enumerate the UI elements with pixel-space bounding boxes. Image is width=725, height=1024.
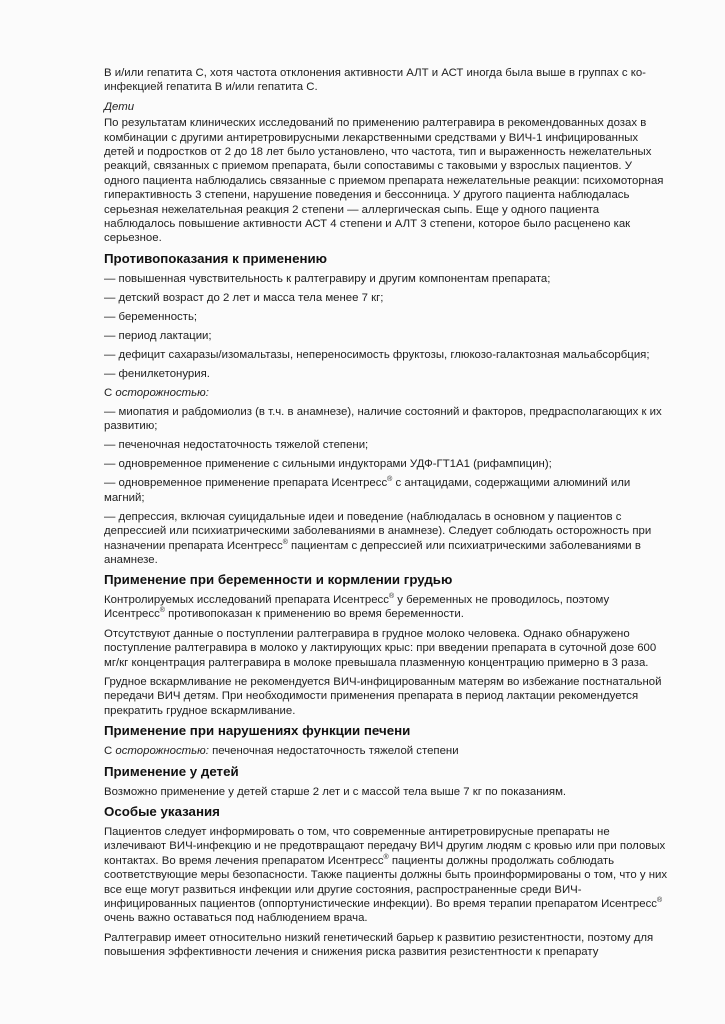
registered-mark: ® [159, 607, 165, 615]
pregnancy-heading: Применение при беременности и кормлении грудью [104, 571, 453, 587]
pregnancy-paragraph-1: Контролируемых исследований препарата Исентресс® у беременных не проводилось, поэтому Исентресс® противопоказан к применению во время беременности. [104, 593, 610, 621]
children-paragraph: По результатам клинических исследований по применению ралтегравира в рекомендованных дозах в комбинации с другими антиретровирусными лекарственными средствами у ВИЧ-1 инфицированных детей и подростков от 2 до 18 лет было установлено, что частота, тип и выраженность нежелательных реакций, связанных с приемом препарата, были сопоставимы с таковыми у взрослых пациентов. У одного пациента наблюдались связанные с приемом препарата нежелательные реакции: психомоторная гиперактивность 3 степени, нарушение поведения и бессонница. У другого пациента наблюдалась серьезная нежелательная реакция 2 степени — аллергическая сыпь. Еще у одного пациента наблюдалось повышение активности АСТ 4 степени и АЛТ 3 степени, которое было расценено как серьезное. [104, 117, 664, 245]
pregnancy-paragraph-3: Грудное вскармливание не рекомендуется ВИЧ-инфицированным матерям во избежание постнатальной передачи ВИЧ детям. При необходимости применения препарата в период лактации рекомендуется прекратить грудное вскармливание. [104, 675, 662, 717]
caution-item: — одновременное применение с сильными индукторами УДФ-ГТ1А1 (рифампицин); [104, 458, 552, 471]
contra-item: — детский возраст до 2 лет и масса тела менее 7 кг; [104, 291, 384, 304]
caution-prefix: С [104, 386, 116, 399]
caution-item: — печеночная недостаточность тяжелой степени; [104, 439, 369, 452]
special-paragraph-1: Пациентов следует информировать о том, что современные антиретровирусные препараты не излечивают ВИЧ-инфекцию и не предотвращают передачу ВИЧ другим людям с кровью или при половых контактах. Во время лечения препаратом Исентресс® пациенты должны продолжать соблюдать соответствующие меры безопасности. Также пациенты должны быть проинформированы о том, что у них все еще могут развиться инфекции или другие состояния, распространенные среди ВИЧ-инфицированных пациентов (оппортунистические инфекции). Во время терапии препаратом Исентресс® очень важно оставаться под наблюдением врача. [104, 825, 668, 925]
registered-mark: ® [383, 853, 389, 861]
pregnancy-paragraph-2: Отсутствуют данные о поступлении ралтегравира в грудное молоко человека. Однако обнаружено поступление ралтегравира в молоко у лактирующих крыс: при введении препарата в суточной дозе 600 мг/кг концентрация ралтегравира в молоке превышала плазменную концентрацию примерно в 3 раза. [104, 627, 657, 669]
contra-item: — фенилкетонурия. [104, 367, 210, 380]
intro-paragraph: В и/или гепатита С, хотя частота отклонения активности АЛТ и АСТ иногда была выше в группах с ко-инфекцией гепатита В и/или гепатита С. [104, 67, 646, 94]
liver-heading: Применение при нарушениях функции печени [104, 723, 411, 739]
children-subheading: Дети [104, 100, 135, 113]
caution-label-line [104, 386, 670, 400]
contra-item: — дефицит сахаразы/изомальтазы, непереносимость фруктозы, глюкозо-галактозная мальабсорбция; [104, 348, 650, 361]
children-use-paragraph: Возможно применение у детей старше 2 лет и с массой тела выше 7 кг по показаниям. [104, 785, 567, 798]
caution-item: — миопатия и рабдомиолиз (в т.ч. в анамнезе), наличие состояний и факторов, предрасполагающих к их развитию; [104, 405, 662, 433]
registered-mark: ® [656, 897, 663, 905]
contraindications-heading: Противопоказания к применению [104, 250, 328, 266]
special-paragraph-2: Ралтегравир имеет относительно низкий генетический барьер к развитию резистентности, поэтому для повышения эффективности лечения и снижения риска развития резистентности к препарату [104, 931, 654, 959]
caution-item-antacids: — одновременное применение препарата Исентресс® с антацидами, содержащими алюминий или магний; [104, 476, 631, 504]
registered-mark: ® [282, 538, 288, 546]
liver-paragraph: С осторожностью: печеночная недостаточность тяжелой степени [104, 745, 459, 758]
special-instructions-heading: Особые указания [104, 803, 220, 819]
caution-item-depression: — депрессия, включая суицидальные идеи и поведение (наблюдалась в основном у пациентов с депрессией или психиатрическими заболеваниями в анамнезе). Следует соблюдать осторожность при назначении препарата Исентресс® пациентам с депрессией или психиатрическими заболеваниями в анамнезе. [104, 510, 652, 566]
children-use-heading: Применение у детей [104, 763, 239, 779]
registered-mark: ® [388, 593, 395, 601]
contra-item: — период лактации; [104, 329, 212, 342]
document-page [104, 66, 670, 965]
caution-label: осторожностью: [115, 386, 209, 399]
registered-mark: ® [387, 476, 393, 484]
contra-item: — беременность; [104, 310, 198, 323]
contra-item: — повышенная чувствительность к ралтегравиру и другим компонентам препарата; [104, 272, 551, 285]
